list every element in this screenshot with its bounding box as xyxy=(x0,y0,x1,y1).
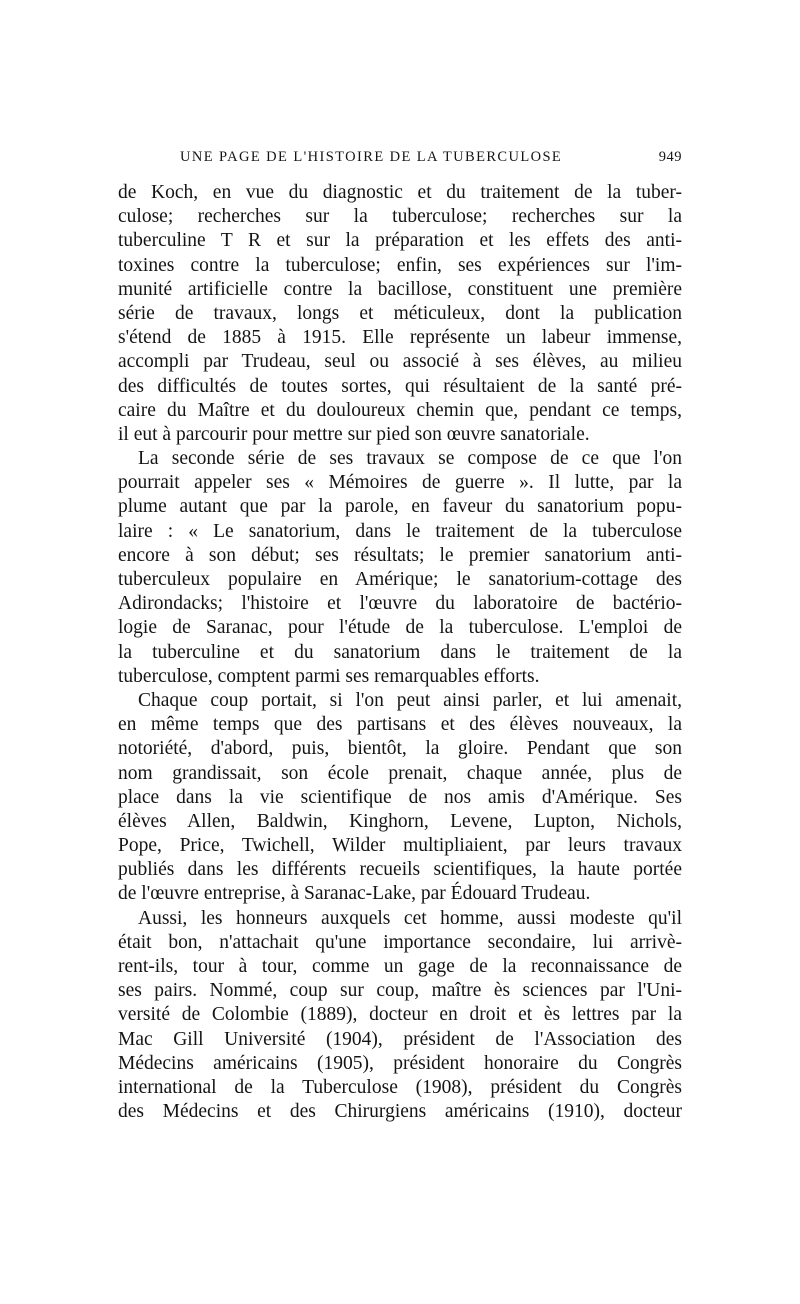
text-line: la tuberculine et du sanatorium dans le traitement de la xyxy=(118,641,682,663)
text-line: s'étend de 1885 à 1915. Elle représente un labeur immense, xyxy=(118,327,682,349)
text-line: Aussi, les honneurs auxquels cet homme, aussi modeste qu'il xyxy=(138,907,682,929)
text-line: des Médecins et des Chirurgiens américains (1910), docteur xyxy=(118,1101,682,1123)
text-line: ses pairs. Nommé, coup sur coup, maître ès sciences par l'Uni- xyxy=(118,980,682,1002)
text-line: tuberculine T R et sur la préparation et les effets des anti- xyxy=(118,230,682,252)
paragraph-2 xyxy=(118,447,682,689)
text-line: La seconde série de ses travaux se compose de ce que l'on xyxy=(138,448,682,470)
text-line: de l'œuvre entreprise, à Saranac-Lake, par Édouard Trudeau. xyxy=(118,883,591,905)
paragraph-4 xyxy=(118,907,682,1125)
paragraph-3 xyxy=(118,689,682,907)
text-line: des difficultés de toutes sortes, qui résultaient de la santé pré- xyxy=(118,375,682,397)
page-number: 949 xyxy=(658,149,682,165)
text-line: place dans la vie scientifique de nos amis d'Amérique. Ses xyxy=(118,786,682,808)
text-line: encore à son début; ses résultats; le premier sanatorium anti- xyxy=(118,544,682,566)
text-line: Adirondacks; l'histoire et l'œuvre du laboratoire de bactério- xyxy=(118,593,682,615)
text-line: toxines contre la tuberculose; enfin, ses expériences sur l'im- xyxy=(118,254,682,276)
text-line: série de travaux, longs et méticuleux, dont la publication xyxy=(118,302,682,324)
text-line: tuberculeux populaire en Amérique; le sanatorium-cottage des xyxy=(118,569,682,590)
text-line: Pope, Price, Twichell, Wilder multipliaient, par leurs travaux xyxy=(118,835,682,857)
text-line: versité de Colombie (1889), docteur en droit et ès lettres par la xyxy=(118,1004,682,1026)
text-line: culose; recherches sur la tuberculose; recherches sur la xyxy=(118,206,682,228)
text-line: accompli par Trudeau, seul ou associé à ses élèves, au milieu xyxy=(118,351,682,373)
text-line: munité artificielle contre la bacillose, constituent une première xyxy=(118,278,682,300)
running-header xyxy=(118,149,682,171)
text-line: logie de Saranac, pour l'étude de la tuberculose. L'emploi de xyxy=(118,617,682,639)
text-line: nom grandissait, son école prenait, chaque année, plus de xyxy=(118,762,682,784)
text-line: publiés dans les différents recueils scientifiques, la haute portée xyxy=(118,859,682,881)
text-line: pourrait appeler ses « Mémoires de guerre ». Il lutte, par la xyxy=(118,472,682,494)
text-line: international de la Tuberculose (1908), président du Congrès xyxy=(118,1076,682,1098)
text-line: tuberculose, comptent parmi ses remarquables efforts. xyxy=(118,665,540,687)
text-line: notoriété, d'abord, puis, bientôt, la gloire. Pendant que son xyxy=(118,738,682,760)
text-line: plume autant que par la parole, en faveur du sanatorium popu- xyxy=(118,496,682,518)
text-line: caire du Maître et du douloureux chemin que, pendant ce temps, xyxy=(118,399,682,421)
text-line: rent-ils, tour à tour, comme un gage de la reconnaissance de xyxy=(118,956,682,977)
text-line: il eut à parcourir pour mettre sur pied son œuvre sanatoriale. xyxy=(118,423,590,445)
running-title: UNE PAGE DE L'HISTOIRE DE LA TUBERCULOSE xyxy=(180,149,563,165)
text-line: Médecins américains (1905), président honoraire du Congrès xyxy=(118,1052,682,1074)
text-line: élèves Allen, Baldwin, Kinghorn, Levene, Lupton, Nichols, xyxy=(118,810,682,832)
body-text xyxy=(118,181,682,1124)
text-line: Mac Gill Université (1904), président de l'Association des xyxy=(118,1028,682,1050)
text-line: de Koch, en vue du diagnostic et du traitement de la tuber- xyxy=(118,182,682,203)
paragraph-1 xyxy=(118,181,682,447)
text-line: était bon, n'attachait qu'une importance secondaire, lui arrivè- xyxy=(118,931,682,953)
text-line: laire : « Le sanatorium, dans le traitement de la tuberculose xyxy=(118,520,682,542)
text-line: en même temps que des partisans et des élèves nouveaux, la xyxy=(118,714,682,736)
text-line: Chaque coup portait, si l'on peut ainsi parler, et lui amenait, xyxy=(138,689,682,711)
